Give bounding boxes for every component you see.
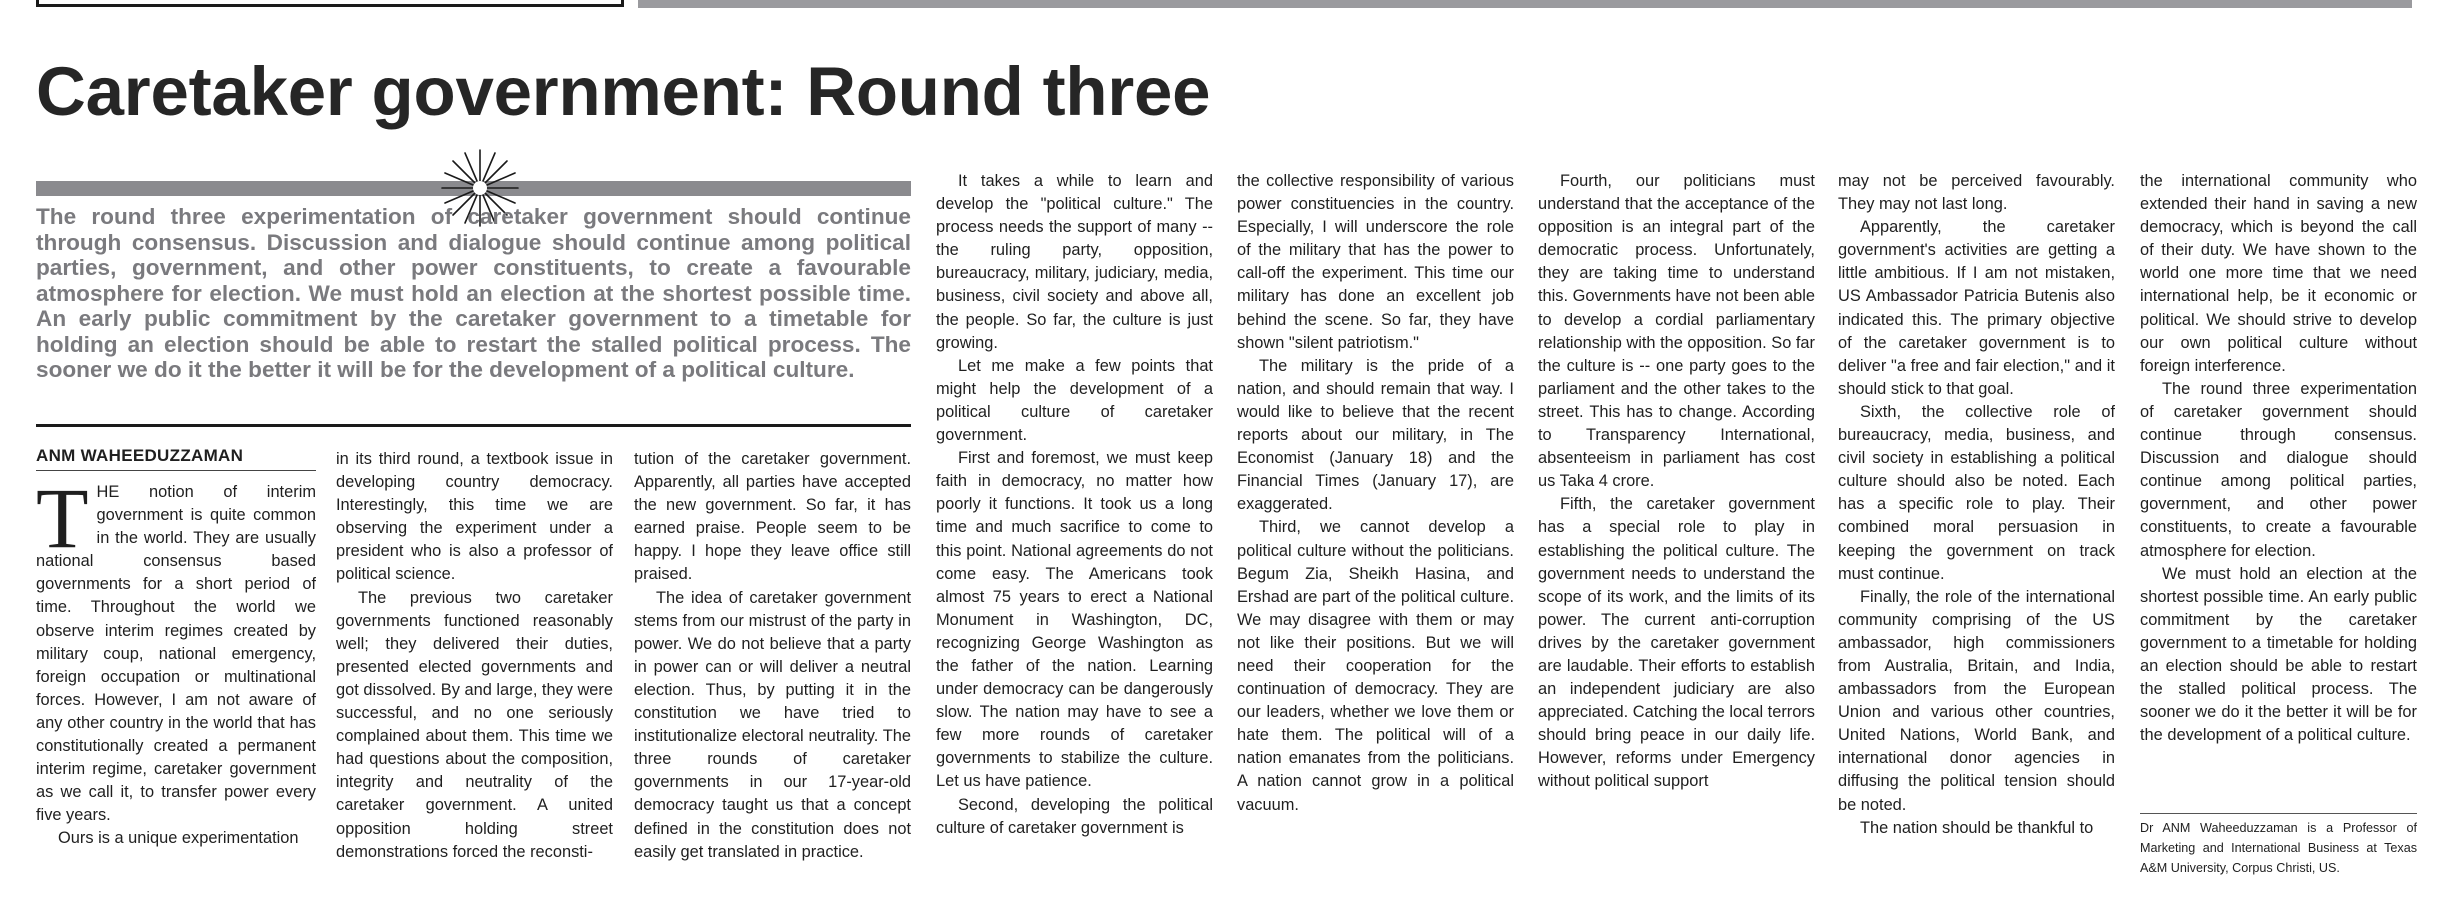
byline: ANM WAHEEDUZZAMAN (36, 446, 244, 465)
paragraph: Let me make a few points that might help the development of a political culture of caretaker government. (936, 356, 1213, 445)
paragraph: may not be perceived favourably. They may not last long. (1838, 172, 2115, 214)
top-grey-band (638, 0, 2412, 8)
article-column-3 (634, 448, 911, 903)
article-column-6 (1538, 170, 1815, 903)
intro-summary: The round three experimentation of caretaker government should continue through consensus. Discussion and dialogue should continue among political parties, government, and other power constituents, to create a favourable atmosphere for election. We must hold an election at the shortest possible time. An early public commitment by the caretaker government to a timetable for holding an election should be able to restart the stalled political process. The sooner we do it the better it will be for the development of a political culture. (36, 204, 911, 382)
paragraph: the international community who extended their hand in saving a new democracy, which is beyond the call of their duty. We have shown to the world one more time that we need international help, be it economic or political. We should strive to develop our own political culture without foreign interference. (2140, 172, 2417, 375)
bio-divider (2140, 813, 2417, 814)
article-column-2 (336, 448, 613, 903)
paragraph: HE notion of interim government is quite common in the world. They are usually national consensus based governments for a short period of time. Throughout the world we observe interim regimes created by military coup, national emergency, foreign occupation or multinational forces. However, I am not aware of any other country in the world that has constitutionally created a permanent interim regime, caretaker government as we call it, to transfer power every five years. (36, 483, 316, 825)
author-bio: Dr ANM Waheeduzzaman is a Professor of Marketing and International Business at Texas A&M University, Corpus Christi, US. (2140, 821, 2417, 875)
paragraph: tution of the caretaker government. Apparently, all parties have accepted the new government. So far, it has earned praise. People seem to be happy. I hope they leave office still praised. (634, 450, 911, 584)
paragraph: Fifth, the caretaker government has a special role to play in establishing the political culture. The government needs to understand the scope of its work, and the limits of its power. The current anti-corruption drives by the caretaker government are laudable. Their efforts to establish an independent judiciary are also appreciated. Catching the local terrors should bring peace in our daily life. However, reforms under Emergency without political support (1538, 495, 1815, 791)
intro-divider (36, 424, 911, 427)
paragraph: We must hold an election at the shortest possible time. An early public commitment by the caretaker government to a timetable for holding an election should be able to restart the stalled political process. The sooner we do it the better it will be for the development of a political culture. (2140, 564, 2417, 745)
article-column-5 (1237, 170, 1514, 903)
article-column-1 (36, 481, 316, 901)
byline-divider (36, 470, 316, 471)
drop-cap: T (36, 481, 89, 566)
paragraph: the collective responsibility of various power constituencies in the country. Especially, I will underscore the role of the military that has the power to call-off the experiment. This time our military has done an excellent job behind the scene. So far, they have shown "silent patriotism." (1237, 172, 1514, 352)
article-column-7 (1838, 170, 2115, 903)
paragraph: The round three experimentation of caretaker government should continue through consensus. Discussion and dialogue should continue among political parties, government, and other power constituents, to create a favourable atmosphere for election. (2140, 379, 2417, 560)
paragraph: First and foremost, we must keep faith in democracy, no matter how poorly it functions. It took us a long time and much sacrifice to come to this point. National agreements do not come easy. The Americans took almost 75 years to erect a National Monument in Washington, DC, recognizing George Washington as the father of the nation. Learning under democracy can be dangerously slow. The nation may have to see a few more rounds of caretaker governments to stabilize the culture. Let us have patience. (936, 449, 1213, 791)
paragraph: Sixth, the collective role of bureaucracy, media, business, and civil society in establishing a political culture should also be noted. Each has a specific role to play. Their combined moral persuasion in keeping the government on track must continue. (1838, 402, 2115, 583)
paragraph: Finally, the role of the international community comprising of the US ambassador, high commissioners from Australia, Britain, and India, ambassadors from the European Union and various other countries, United Nations, World Bank, and international donor agencies in diffusing the political tension should be noted. (1838, 587, 2115, 814)
top-frame-box (36, 0, 624, 7)
paragraph: in its third round, a textbook issue in developing country democracy. Interestingly, this time we are observing the experiment under a president who is also a professor of political science. (336, 450, 613, 584)
paragraph: Ours is a unique experimentation (58, 829, 299, 848)
article-column-8 (2140, 170, 2417, 810)
paragraph: The previous two caretaker governments functioned reasonably well; they delivered their duties, presented elected governments and got dissolved. By and large, they were successful, and no one seriously complained about them. This time we had questions about the composition, integrity and neutrality of the caretaker government. A united opposition holding street demonstrations forced the reconsti- (336, 588, 613, 861)
paragraph: The nation should be thankful to (1860, 818, 2094, 837)
headline: Caretaker government: Round three (36, 53, 1211, 130)
paragraph: Third, we cannot develop a political culture without the politicians. Begum Zia, Sheikh Hasina, and Ershad are part of the political culture. We may disagree with them or may not like their positions. But we will need their cooperation for the continuation of democracy. They are our leaders, whether we love them or hate them. The political will of a nation emanates from the politicians. A nation cannot grow in a political vacuum. (1237, 518, 1514, 814)
paragraph: The idea of caretaker government stems from our mistrust of the party in power. We do not believe that a party in power can or will deliver a neutral election. Thus, by putting it in the constitution we have tried to institutionalize electoral neutrality. The three rounds of caretaker governments in our 17-year-old democracy taught us that a concept defined in the constitution does not easily get translated in practice. (634, 588, 911, 861)
paragraph: The military is the pride of a nation, and should remain that way. I would like to believe that the recent reports about our military, in The Economist (January 18) and the Financial Times (January 17), are exaggerated. (1237, 356, 1514, 514)
paragraph: Fourth, our politicians must understand that the acceptance of the opposition is an integral part of the democratic process. Unfortunately, they are taking time to understand this. Governments have not been able to develop a cordial parliamentary relationship with the opposition. So far the culture is -- one party goes to the parliament and the other takes to the street. This has to change. According to Transparency International, absenteeism in parliament has cost us Taka 4 crore. (1538, 172, 1815, 491)
paragraph: It takes a while to learn and develop the "political culture." The process needs the support of many -- the ruling party, opposition, bureaucracy, military, judiciary, media, business, civil society and above all, the people. So far, the culture is just growing. (936, 172, 1213, 352)
article-column-4 (936, 170, 1213, 903)
paragraph: Second, developing the political culture of caretaker government is (936, 795, 1213, 837)
paragraph: Apparently, the caretaker government's activities are getting a little ambitious. If I am not mistaken, US Ambassador Patricia Butenis also indicated this. The primary objective of the caretaker government is to deliver "a free and fair election," and it should stick to that goal. (1838, 218, 2115, 398)
